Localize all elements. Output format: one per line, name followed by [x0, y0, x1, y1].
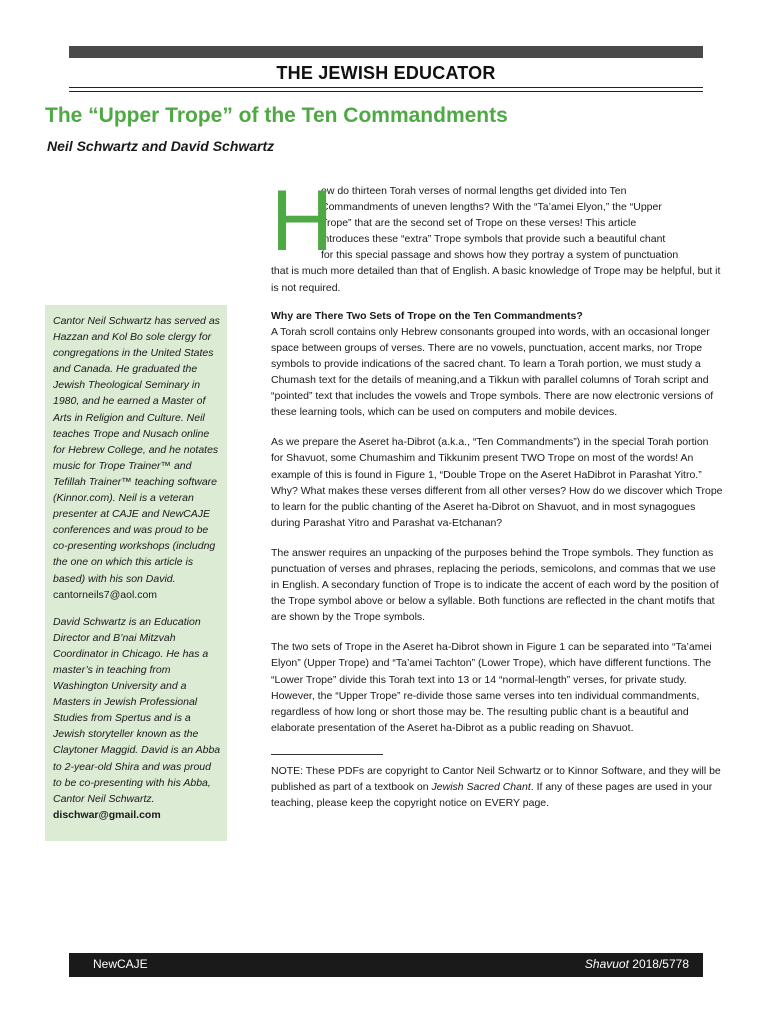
body-paragraph-3: The answer requires an unpacking of the purposes behind the Trope symbols. They function as punctuation of verses and phrases, replacing the periods, semicolons, and commas that we use in English. A secondary function of Trope is to indicate the accent of each word by the position of the Trope symbol above or below a syllable. Both functions are reflected in the chant motifs that are shown by the Trope symbols.: [271, 546, 719, 624]
email-link-david[interactable]: dischwar@gmail.com: [53, 808, 161, 821]
author-bio-sidebar: [45, 305, 227, 841]
footnote-divider: [271, 754, 383, 755]
intro-line: Trope” that are the second set of Trope on these verses! This article: [321, 217, 637, 230]
article-authors: Neil Schwartz and David Schwartz: [47, 138, 275, 154]
email-link-neil[interactable]: cantorneils7@aol.com: [53, 588, 158, 601]
note-text-after: . If any of these pages are used in your teaching, please keep the copyright notice on EVERY page.: [271, 781, 713, 810]
footer-publication: NewCAJE: [93, 957, 148, 971]
bio-neil-schwartz: Cantor Neil Schwartz has served as Hazzan and Kol Bo sole clergy for congregations in the United States and Canada. He graduated the Jewish Theological Seminary in 1980, and he earned a Master of Arts in Religion and Culture. Neil teaches Trope and Nusach online for Hebrew College, and he notates music for Trope Trainer™ and Tefillah Trainer™ teaching software (Kinnor.com). Neil is a veteran presenter at CAJE and NewCAJE conferences and was proud to be co-presenting workshops (includng the one on which this article is based) with his son David.: [53, 315, 220, 585]
copyright-note: [271, 763, 723, 811]
intro-line: introduces these “extra” Trope symbols that provide such a beautiful chant: [321, 233, 666, 246]
note-book-title: Jewish Sacred Chant: [431, 781, 531, 793]
footer-issue-year: 2018/5778: [628, 957, 689, 971]
body-paragraph-1: A Torah scroll contains only Hebrew consonants grouped into words, with an occasional longer space between groups of verses. There are no vowels, punctuation, accent marks, nor Trope symbols to provide indications of the sacred chant. To learn a Torah portion, we must study a Chumash text for the details of meaning,and a Tikkun with parallel columns of Torah script and “pointed” text that includes the vowels and Trope symbols. There are now electronic versions of these learning tools, which can be used on computers and mobile devices.: [271, 325, 714, 419]
intro-rest: that is much more detailed than that of English. A basic knowledge of Trope may be helpful, but it is not required.: [271, 265, 721, 294]
article-body: [271, 173, 723, 811]
footer-issue-name: Shavuot: [584, 957, 629, 971]
note-text-before: NOTE: These PDFs are copyright to Cantor Neil Schwartz or to Kinnor Software, and they will be published as part of a textbook on: [271, 764, 721, 793]
intro-line: for this special passage and shows how they portray a system of punctuation: [321, 249, 679, 262]
intro-line: ow do thirteen Torah verses of normal lengths get divided into Ten: [321, 185, 627, 197]
page-footer: [69, 953, 703, 977]
footer-issue: [585, 957, 689, 971]
body-paragraph-2: As we prepare the Aseret ha-Dibrot (a.k.a., “Ten Commandments”) in the special Torah portion for Shavuot, some Chumashim and Tikkunim present TWO Trope on most of the words! An example of this is found in Figure 1, “Double Trope on the Aseret HaDibrot in Parashat Yitro.” Why? What makes these verses different from all other verses? How do we discover which Trope to learn for the public chanting of the Aseret ha-Dibrot on Shavuot, and in most synagogues during Parashat Yitro and Parashat va-Etchanan?: [271, 436, 723, 529]
header-bar: [69, 46, 703, 58]
bio-david-schwartz: David Schwartz is an Education Director and B’nai Mitzvah Coordinator in Chicago. He has a master’s in teaching from Washington University and a Masters in Jewish Professional Studies from Spertus and is a Jewish storyteller known as the Claytoner Maggid. David is an Abba to 2-year-old Shira and was proud to be co-presenting with his Abba, Cantor Neil Schwartz.: [53, 615, 221, 805]
article-title: The “Upper Trope” of the Ten Commandments: [45, 104, 508, 127]
body-paragraph-4: The two sets of Trope in the Aseret ha-Dibrot shown in Figure 1 can be separated into “Ta’amei Elyon” (Upper Trope) and “Ta’amei Tachton” (Lower Trope), which have different functions. The “Lower Trope” divide this Torah text into 13 or 14 “normal-length” verses, for private study. However, the “Upper Trope” re-divide those same verses into ten individual commandments, regardless of how long or short those may be. The resulting public chant is a beautiful and elaborate presentation of the Aseret ha-Dibrot as a public reading on Shavuot.: [271, 641, 712, 734]
masthead-rule-bottom: [69, 91, 703, 92]
masthead: THE JEWISH EDUCATOR: [276, 63, 496, 83]
masthead-rule-top: [69, 87, 703, 88]
section-heading: Why are There Two Sets of Trope on the Ten Commandments?: [271, 309, 583, 322]
drop-cap: H: [271, 173, 334, 269]
intro-paragraph: [271, 173, 723, 296]
intro-line: Commandments of uneven lengths? With the “Ta’amei Elyon,” the “Upper: [321, 201, 662, 214]
